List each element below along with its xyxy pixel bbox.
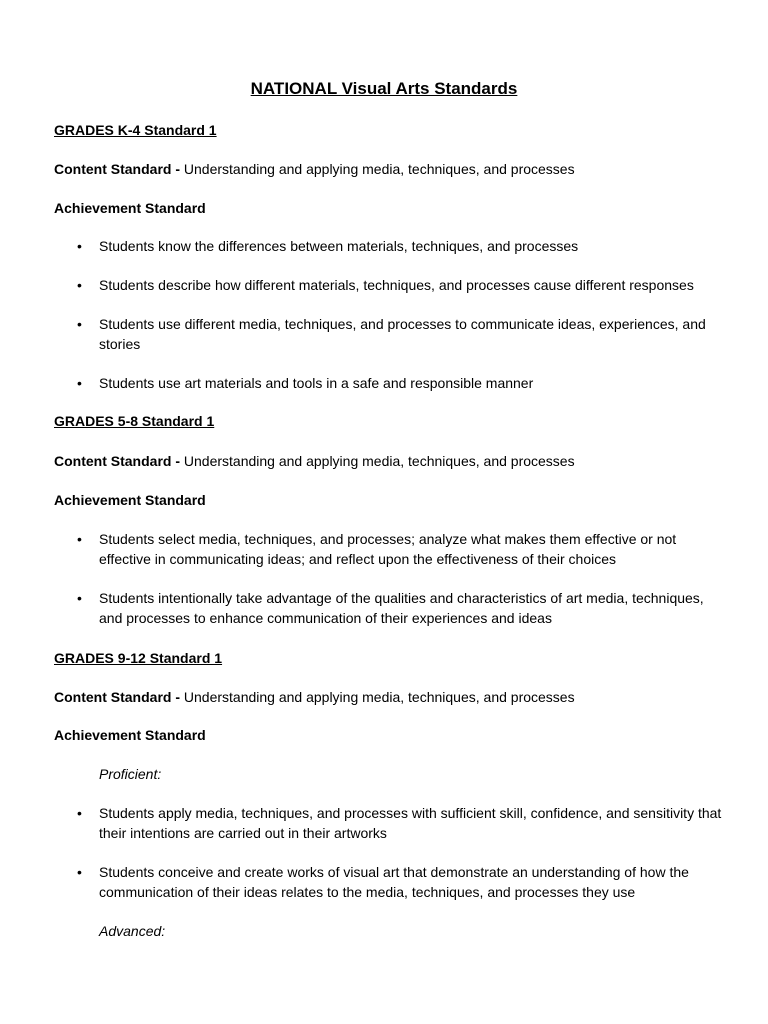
bullet-marker: • — [77, 375, 82, 391]
bullet-marker: • — [77, 864, 82, 880]
content-standard-k4 — [54, 159, 575, 179]
achievement-standard-5-8: Achievement Standard — [54, 492, 206, 508]
list-item: Students select media, techniques, and processes; analyze what makes them effective or not effective in communicating ideas; and reflect upon the effectiveness of their choices — [99, 531, 677, 567]
bullet-marker: • — [77, 277, 82, 293]
content-standard-5-8 — [54, 451, 575, 471]
bullet-marker: • — [77, 316, 82, 332]
content-standard-label: Content Standard - — [54, 161, 180, 177]
bullet-marker: • — [77, 531, 82, 547]
content-standard-9-12 — [54, 687, 575, 707]
list-item: Students use art materials and tools in a safe and responsible manner — [99, 375, 534, 391]
list-item: Students use different media, techniques, and processes to communicate ideas, experiences, and stories — [99, 316, 706, 352]
achievement-standard-k4: Achievement Standard — [54, 200, 206, 216]
advanced-label: Advanced: — [99, 923, 166, 939]
list-item: Students conceive and create works of visual art that demonstrate an understanding of how the communication of their ideas relates to the media, techniques, and processes they use — [99, 864, 689, 900]
bullet-marker: • — [77, 590, 82, 606]
bullet-marker: • — [77, 238, 82, 254]
document-title: NATIONAL Visual Arts Standards — [250, 79, 518, 98]
content-standard-text: Understanding and applying media, techniques, and processes — [183, 161, 575, 177]
content-standard-label: Content Standard - — [54, 453, 180, 469]
section-heading-k4: GRADES K-4 Standard 1 — [54, 122, 217, 138]
bullet-marker: • — [77, 805, 82, 821]
proficient-label: Proficient: — [99, 766, 162, 782]
list-item: Students apply media, techniques, and processes with sufficient skill, confidence, and sensitivity that their intentions are carried out in their artworks — [99, 805, 722, 841]
list-item: Students intentionally take advantage of the qualities and characteristics of art media, techniques, and processes to enhance communication of their experiences and ideas — [99, 590, 704, 626]
list-item: Students describe how different materials, techniques, and processes cause different responses — [99, 277, 694, 293]
content-standard-label: Content Standard - — [54, 689, 180, 705]
section-heading-5-8: GRADES 5-8 Standard 1 — [54, 413, 215, 429]
achievement-standard-9-12: Achievement Standard — [54, 727, 206, 743]
content-standard-text: Understanding and applying media, techniques, and processes — [183, 453, 575, 469]
list-item: Students know the differences between materials, techniques, and processes — [99, 238, 579, 254]
content-standard-text: Understanding and applying media, techniques, and processes — [183, 689, 575, 705]
section-heading-9-12: GRADES 9-12 Standard 1 — [54, 650, 223, 666]
